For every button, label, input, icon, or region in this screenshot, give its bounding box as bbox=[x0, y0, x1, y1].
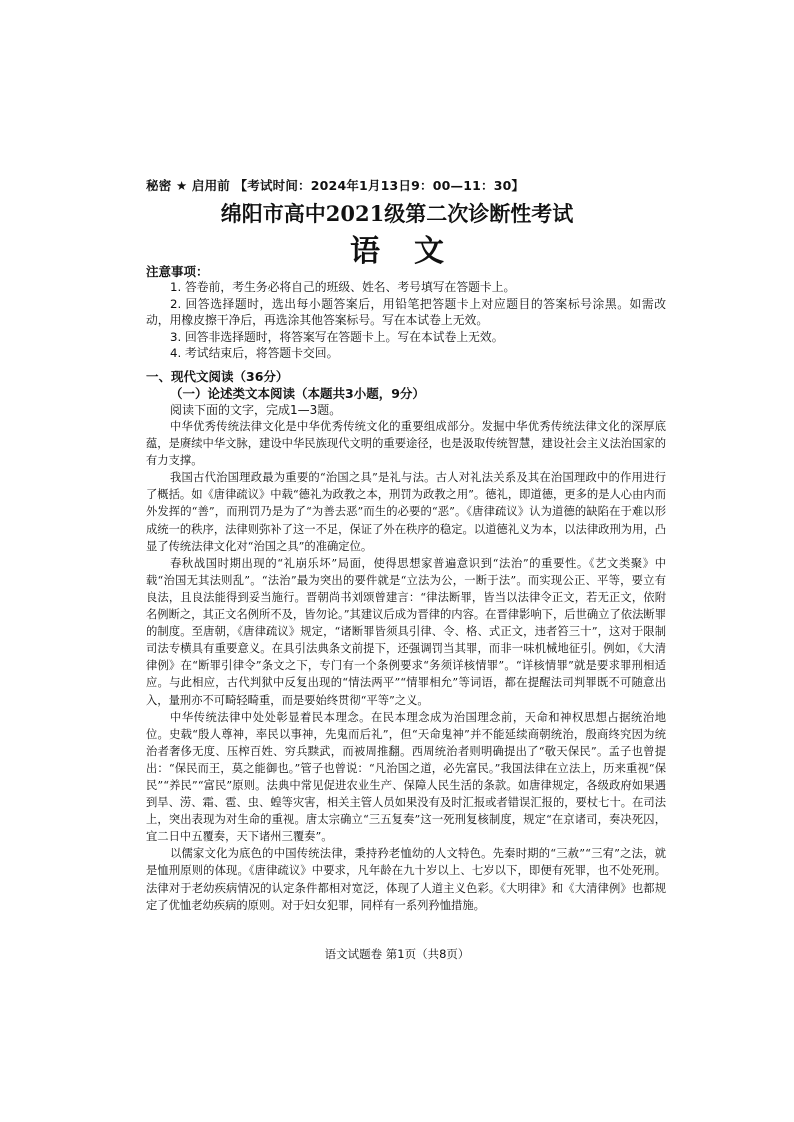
passage-paragraph: 以儒家文化为底色的中国传统法律，秉持矜老恤幼的人文特色。先秦时期的“三赦”“三宥”之法，就是恤刑原则的体现。《唐律疏议》中要求，凡年龄在九十岁以上、七岁以下，即便有死罪，也不处死刑。法律对于老幼疾病情况的认定条件都相对宽泛，体现了人道主义色彩。《大明律》和《大清律例》也都规定了优恤老幼疾病的原则。对于妇女犯罪，同样有一系列矜恤措施。 bbox=[146, 847, 666, 912]
passage-paragraph: 中华优秀传统法律文化是中华优秀传统文化的重要组成部分。发掘中华优秀传统法律文化的深厚底蕴，是赓续中华文脉，建设中华民族现代文明的重要途径，也是汲取传统智慧，建设社会主义法治国家的有力支撑。 bbox=[146, 420, 666, 468]
notes-item: 1. 答卷前，考生务必将自己的班级、姓名、考号填写在答题卡上。 bbox=[170, 280, 516, 294]
section-title: 一、现代文阅读（36分） bbox=[146, 369, 289, 384]
notes-item: 3. 回答非选择题时，将答案写在答题卡上。写在本试卷上无效。 bbox=[170, 329, 504, 344]
passage-paragraph: 春秋战国时期出现的“礼崩乐坏”局面，使得思想家普遍意识到“法治”的重要性。《艺文类聚》中载“治国无其法则乱”。“法治”最为突出的要件就是“立法为公，一断于法”。而实现公正、平等，要立有良法，且良法能得到妥当施行。晋朝尚书刘颂曾建言：“律法断罪，皆当以法律令正文，若无正文，依附名例断之，其正文名例所不及，皆勿论。”其建议后成为晋律的内容。在晋律影响下，后世确立了依法断罪的制度。至唐朝，《唐律疏议》规定，“诸断罪皆须具引律、令、格、式正文，违者笞三十”，这对于限制司法专横具有重要意义。在具引法典条文前提下，还强调罚当其罪，而非一味机械地征引。例如，《大清律例》在“断罪引律令”条文之下，专门有一个条例要求“务须详核情罪”。“详核情罪”就是要求罪刑相适应。与此相应，古代判狱中反复出现的“情法两平”“情罪相允”等词语，都在提醒法司判罪既不可随意出入，量刑亦不可畸轻畸重，而是要始终贯彻“平等”之义。 bbox=[146, 556, 666, 707]
notes-item: 4. 考试结束后，将答题卡交回。 bbox=[170, 346, 339, 360]
passage-paragraph: 中华传统法律中处处彰显着民本理念。在民本理念成为治国理念前，天命和神权思想占据统治地位。史载“殷人尊神，率民以事神，先鬼而后礼”，但“天命鬼神”并不能延续商朝统治，殷商终究因为统治者奢侈无度、压榨百姓、穷兵黩武，而被周推翻。西周统治者则明确提出了“敬天保民”。孟子也曾提出：“保民而王，莫之能御也。”管子也曾说：“凡治国之道，必先富民。”我国法律在立法上，历来重视“保民”“养民”“富民”原则。法典中常见促进农业生产、保障人民生活的条款。如唐律规定，各级政府如果遇到旱、涝、霜、雹、虫、蝗等灾害，相关主管人员如果没有及时汇报或者错误汇报的，要杖七十。在司法上，突出表现为对生命的重视。唐太宗确立“三五复奏”这一死刑复核制度，规定“在京诸司，奏决死囚，宜二日中五覆奏，天下诸州三覆奏”。 bbox=[146, 710, 666, 844]
confidential-header: 秘密 ★ 启用前 【考试时间：2024年1月13日9：00—11：30】 bbox=[146, 178, 525, 193]
reading-passage bbox=[146, 418, 666, 914]
notes-title: 注意事项： bbox=[146, 264, 209, 279]
reading-instruction: 阅读下面的文字，完成1—3题。 bbox=[170, 403, 342, 417]
passage-paragraph: 我国古代治国理政最为重要的“治国之具”是礼与法。古人对礼法关系及其在治国理政中的作用进行了概括。如《唐律疏议》中载“德礼为政教之本，刑罚为政教之用”。德礼，即道德，更多的是人心由内而外发挥的“善”，而刑罚乃是为了“为善去恶”而生的必要的“恶”。《唐律疏议》认为道德的缺陷在于难以形成统一的秩序，法律则弥补了这一不足，保证了外在秩序的稳定。以道德礼义为本，以法律政刑为用，凸显了传统法律文化对“治国之具”的准确定位。 bbox=[146, 471, 666, 553]
notes-list bbox=[146, 279, 666, 362]
subject-title: 语文 bbox=[350, 234, 478, 269]
exam-title: 绵阳市高中2021级第二次诊断性考试 bbox=[220, 201, 574, 226]
page-footer: 语文试题卷 第1页（共8页） bbox=[324, 947, 470, 961]
notes-item: 2. 回答选择题时，选出每小题答案后，用铅笔把答题卡上对应题目的答案标号涂黑。如需改动，用橡皮擦干净后，再选涂其他答案标号。写在本试卷上无效。 bbox=[146, 296, 666, 327]
subsection-title: （一）论述类文本阅读（本题共3小题，9分） bbox=[170, 386, 425, 401]
